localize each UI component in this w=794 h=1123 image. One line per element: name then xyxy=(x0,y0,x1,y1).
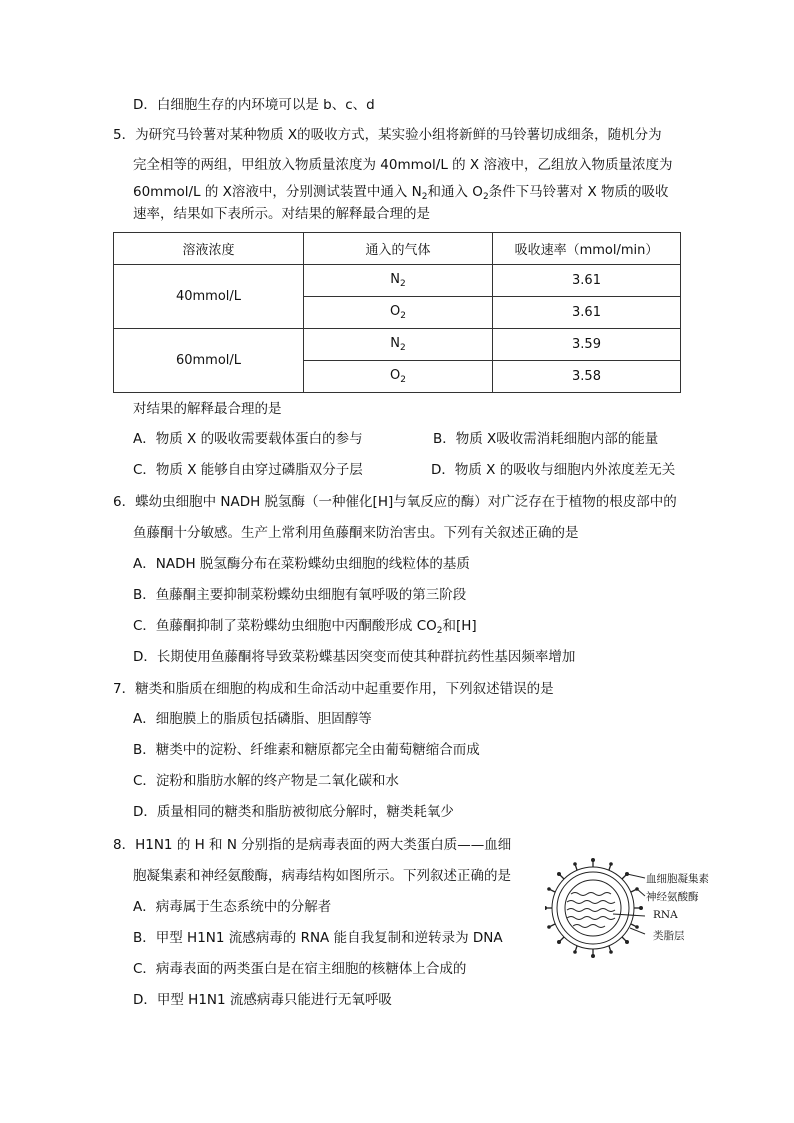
q4-option-d: D．白细胞生存的内环境可以是 b、c、d xyxy=(133,97,375,113)
table-cell-gas: $O_2$ xyxy=(304,361,493,393)
label-neuraminidase: 神经氨酸酶 xyxy=(646,891,699,903)
label-hemagglutinin: 血细胞凝集素 xyxy=(646,873,709,885)
q6-option-a: A．NADH 脱氢酶分布在菜粉蝶幼虫细胞的线粒体的基质 xyxy=(133,556,470,572)
table-row xyxy=(114,265,681,297)
q5-number: 5． xyxy=(113,127,136,143)
q6-option-b: B．鱼藤酮主要抑制菜粉蝶幼虫细胞有氧呼吸的第三阶段 xyxy=(133,587,467,603)
q8-stem-line-2: 胞凝集素和神经氨酸酶，病毒结构如图所示。下列叙述正确的是 xyxy=(133,868,511,884)
q6-stem-line-1: 6．蝶幼虫细胞中 NADH 脱氢酶（一种催化[H]与氧反应的酶）对广泛存在于植物的根皮部中的 xyxy=(113,494,677,510)
q7-stem: 7．糖类和脂质在细胞的构成和生命活动中起重要作用，下列叙述错误的是 xyxy=(113,681,554,697)
table-row xyxy=(114,329,681,361)
table-cell-concentration: 60mmol/L xyxy=(114,329,304,393)
q7-option-c: C．淀粉和脂肪水解的终产物是二氧化碳和水 xyxy=(133,773,399,789)
q5-stem-line-3: 60mmol/L 的 X溶液中，分别测试装置中通入 $N_2$和通入 $O_2$条件下马铃薯对 X 物质的吸收 xyxy=(133,184,669,202)
q6-option-d: D．长期使用鱼藤酮将导致菜粉蝶基因突变而使其种群抗药性基因频率增加 xyxy=(133,649,576,665)
q7-option-b: B．糖类中的淀粉、纤维素和糖原都完全由葡萄糖缩合而成 xyxy=(133,742,480,758)
table-cell-concentration: 40mmol/L xyxy=(114,265,304,329)
q5-after-table: 对结果的解释最合理的是 xyxy=(133,401,282,417)
label-rna: RNA xyxy=(653,909,678,921)
q8-number: 8． xyxy=(113,837,136,853)
table-cell-rate: 3.61 xyxy=(493,297,681,329)
table-cell-rate: 3.58 xyxy=(493,361,681,393)
table-header-row xyxy=(114,233,681,265)
q7-option-d: D．质量相同的糖类和脂肪被彻底分解时，糖类耗氧少 xyxy=(133,804,454,820)
q8-option-b: B．甲型 H1N1 流感病毒的 RNA 能自我复制和逆转录为 DNA xyxy=(133,930,503,946)
q5-option-b: B．物质 X吸收需消耗细胞内部的能量 xyxy=(433,431,659,447)
q8-option-c: C．病毒表面的两类蛋白是在宿主细胞的核糖体上合成的 xyxy=(133,961,467,977)
q8-option-d: D．甲型 H1N1 流感病毒只能进行无氧呼吸 xyxy=(133,992,392,1008)
table-cell-gas: $O_2$ xyxy=(304,297,493,329)
q5-stem-line-2: 完全相等的两组，甲组放入物质量浓度为 40mmol/L 的 X 溶液中，乙组放入物质量浓度为 xyxy=(133,157,673,173)
q6-option-c: C．鱼藤酮抑制了菜粉蝶幼虫细胞中丙酮酸形成 $CO_2$和[H] xyxy=(133,618,477,636)
q7-number: 7． xyxy=(113,681,136,697)
table-header-cell: 通入的气体 xyxy=(304,233,493,265)
table-header-cell: 溶液浓度 xyxy=(114,233,304,265)
q5-option-c: C．物质 X 能够自由穿过磷脂双分子层 xyxy=(133,462,363,478)
table-cell-rate: 3.61 xyxy=(493,265,681,297)
virus-structure-figure xyxy=(545,858,730,958)
table-cell-rate: 3.59 xyxy=(493,329,681,361)
q5-stem-line-4: 速率，结果如下表所示。对结果的解释最合理的是 xyxy=(133,206,430,222)
q5-option-d: D．物质 X 的吸收与细胞内外浓度差无关 xyxy=(431,462,676,478)
q6-stem-line-2: 鱼藤酮十分敏感。生产上常利用鱼藤酮来防治害虫。下列有关叙述正确的是 xyxy=(133,525,579,541)
table-cell-gas: $N_2$ xyxy=(304,329,493,361)
q7-option-a: A．细胞膜上的脂质包括磷脂、胆固醇等 xyxy=(133,711,372,727)
q8-option-a: A．病毒属于生态系统中的分解者 xyxy=(133,899,332,915)
q5-stem-line-1: 5．为研究马铃薯对某种物质 X的吸收方式，某实验小组将新鲜的马铃薯切成细条，随机分为 xyxy=(113,127,662,143)
q6-number: 6． xyxy=(113,494,136,510)
q5-option-a: A．物质 X 的吸收需要载体蛋白的参与 xyxy=(133,431,363,447)
label-lipid-layer: 类脂层 xyxy=(653,930,685,942)
absorption-rate-table xyxy=(113,232,681,393)
table-cell-gas: $N_2$ xyxy=(304,265,493,297)
table-header-cell: 吸收速率（mmol/min） xyxy=(493,233,681,265)
q8-stem-line-1: 8．H1N1 的 H 和 N 分别指的是病毒表面的两大类蛋白质——血细 xyxy=(113,837,512,853)
